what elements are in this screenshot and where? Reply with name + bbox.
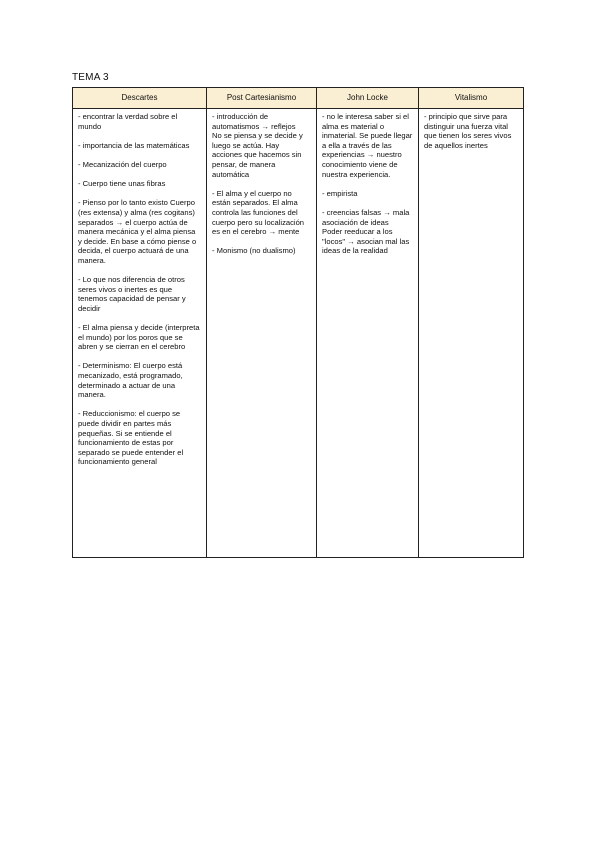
list-item: - empirista <box>322 188 358 198</box>
list-item: - encontrar la verdad sobre el mundo <box>78 112 178 131</box>
list-item: - principio que sirve para distinguir una fuerza vital que tienen los seres vivos de aquellos inertes <box>424 112 512 150</box>
header-post-cartesianismo: Post Cartesianismo <box>207 88 317 109</box>
list-item: - creencias falsas → mala asociación de ideas Poder reeducar a los "locos" → asocian mal las ideas de la realidad <box>322 207 410 256</box>
cell-vitalismo <box>419 109 524 558</box>
cell-descartes <box>73 109 207 558</box>
list-item: - El alma piensa y decide (interpreta el mundo) por los poros que se abren y se cierran en el cerebro <box>78 323 200 352</box>
list-item: - Mecanización del cuerpo <box>78 159 167 169</box>
header-descartes: Descartes <box>73 88 207 109</box>
list-item: - El alma y el cuerpo no están separados. El alma controla las funciones del cuerpo pero su localización es en el cerebro → mente <box>212 188 305 237</box>
table-header-row <box>73 88 524 109</box>
list-item: - no le interesa saber si el alma es material o inmaterial. Se puede llegar a ella a través de las experiencias → nuestro conocimiento viene de nuestra experiencia. <box>322 112 413 179</box>
list-item: - Lo que nos diferencia de otros seres vivos o inertes es que tenemos capacidad de pensar y decidir <box>78 275 186 313</box>
list-item: - importancia de las matemáticas <box>78 140 190 150</box>
header-vitalismo: Vitalismo <box>419 88 524 109</box>
list-item: - Pienso por lo tanto existo Cuerpo (res extensa) y alma (res cogitans) separados → el cuerpo actúa de manera mecánica y el alma piensa y decide. En base a cómo piense o decida, el cuerpo actuará de una manera. <box>78 198 197 265</box>
list-item: - Reduccionismo: el cuerpo se puede dividir en partes más pequeñas. Si se entiende el funcionamiento de estas por separado se puede entender el funcionamiento general <box>78 409 184 467</box>
comparison-table <box>72 87 524 558</box>
list-item: - Cuerpo tiene unas fibras <box>78 179 166 189</box>
cell-john-locke <box>317 109 419 558</box>
cell-post-cartesianismo <box>207 109 317 558</box>
page-title: TEMA 3 <box>72 72 109 83</box>
list-item: - Monismo (no dualismo) <box>212 246 296 256</box>
header-john-locke: John Locke <box>317 88 419 109</box>
list-item: - Determinismo: El cuerpo está mecanizado, está programado, determinado a actuar de una manera. <box>78 361 183 400</box>
table-row <box>73 109 524 558</box>
list-item: - introducción de automatismos → reflejos No se piensa y se decide y luego se actúa. Hay acciones que hacemos sin pensar, de manera automática <box>212 112 303 179</box>
